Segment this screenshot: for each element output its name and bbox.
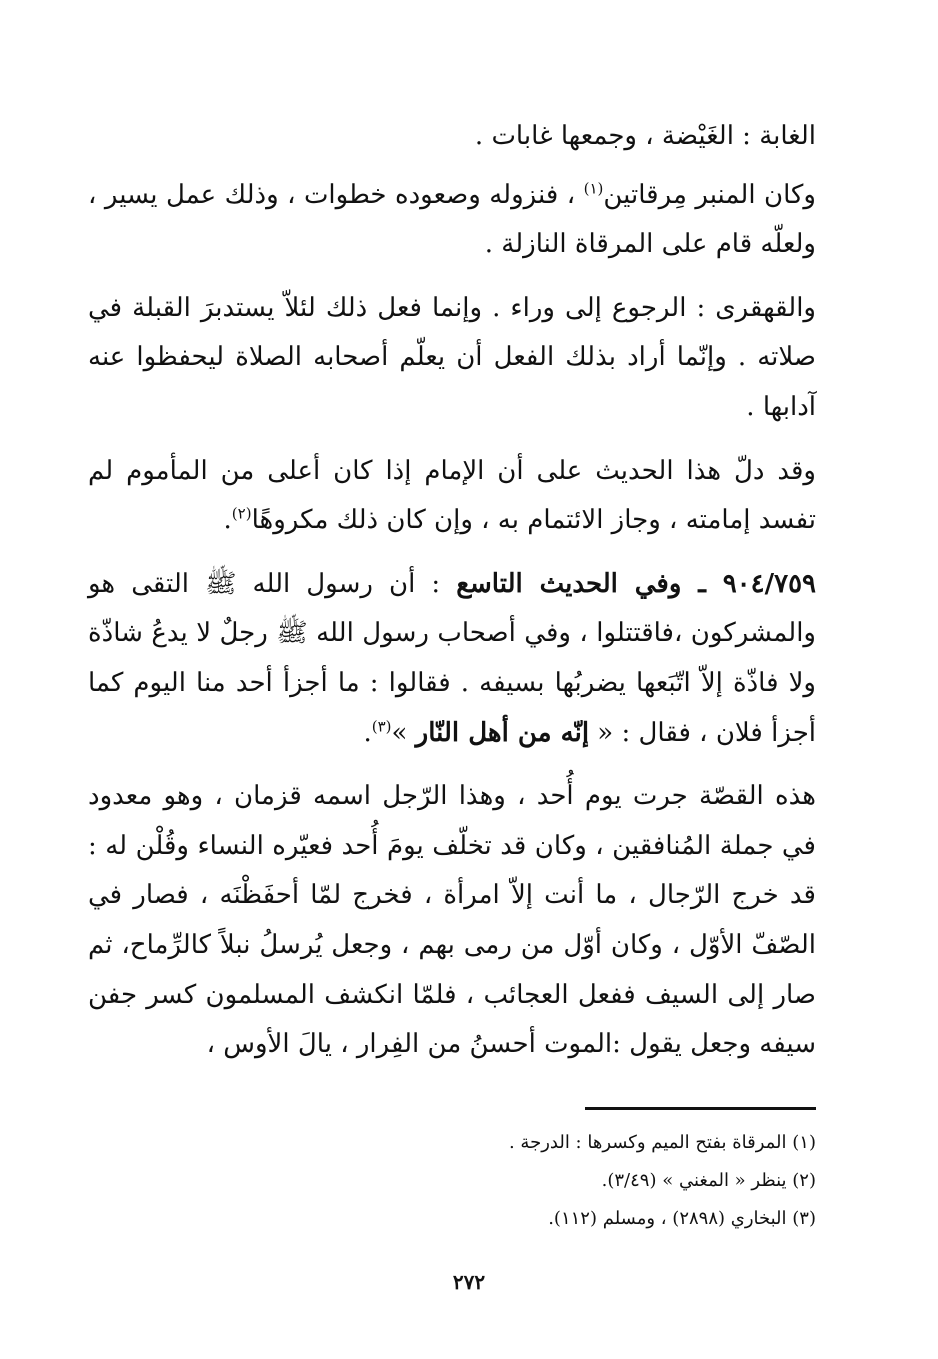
paragraph-imam-ruling xyxy=(88,447,816,546)
paragraph-text: . xyxy=(363,717,372,748)
footnote-marker-1: (١) xyxy=(583,178,604,197)
footnote-marker-3: (٣) xyxy=(371,716,392,735)
hadith-quote: إنّه من أهل النّار xyxy=(415,717,590,748)
footnotes xyxy=(300,1124,816,1238)
page-number: ٢٧٢ xyxy=(452,1270,486,1294)
paragraph-text: : أن رسول الله ﷺ التقى هو والمشركون ،فاقتتلوا ، وفي أصحاب رسول الله ﷺ رجلٌ لا يدعُ شاذّة ولا فاذّة إلاّ اتّبَعها يضربُها بسيفه . فقالوا : ما أجزأ أحد منا اليوم كما أجزأ فلان ، فقال : « xyxy=(88,568,816,748)
footnote-marker-2: (٢) xyxy=(231,504,252,523)
paragraph-text: وكان المنبر مِرقاتين xyxy=(603,179,816,210)
paragraph-ghaba-definition: الغابة : الغَيْضة ، وجمعها غابات . xyxy=(474,121,816,151)
paragraph-text: ، فنزوله وصعوده خطوات ، وذلك عمل يسير ، ولعلّه قام على المرقاة النازلة . xyxy=(88,179,816,260)
paragraph-text: . xyxy=(223,505,232,536)
footnote-separator xyxy=(585,1107,816,1110)
paragraph-quzman-story: هذه القصّة جرت يوم أُحد ، وهذا الرّجل اسمه قزمان ، وهو معدود في جملة المُنافقين ، وكان قد تخلّف يومَ أُحد فعيّره النساء وقُلْن له : قد خرج الرّجال ، ما أنت إلاّ امرأة ، فخرج لمّا أحفَظْنَه ، فصار في الصّفّ الأوّل ، وكان أوّل من رمى بهم ، وجعل يُرسلُ نبلاً كالرِّماح، ثم صار إلى السيف ففعل العجائب ، فلمّا انكشف المسلمون كسر جفن سيفه وجعل يقول :الموت أحسنُ من الفِرار ، يالَ الأوس ، xyxy=(88,781,816,1060)
paragraph-text: وقد دلّ هذا الحديث على أن الإمام إذا كان أعلى من المأموم لم تفسد إمامته ، وجاز الائتمام به ، وإن كان ذلك مكروهًا xyxy=(88,455,816,536)
footnote-1: (١) المرقاة بفتح الميم وكسرها : الدرجة . xyxy=(508,1132,816,1153)
paragraph-minbar xyxy=(88,171,816,270)
paragraph-qahqara: والقهقرى : الرجوع إلى وراء . وإنما فعل ذلك لئلاّ يستدبرَ القبلة في صلاته . وإنّما أراد بذلك الفعل أن يعلّم أصحابه الصلاة ليحفظوا عنه آدابها . xyxy=(88,292,816,422)
footnote-2: (٢) ينظر « المغني » (٣/٤٩). xyxy=(601,1170,816,1191)
hadith-heading: ٩٠٤/٧٥٩ ـ وفي الحديث التاسع xyxy=(456,568,817,599)
footnote-3: (٣) البخاري (٢٨٩٨) ، ومسلم (١١٢). xyxy=(548,1208,816,1229)
paragraph-hadith-nine xyxy=(88,560,816,758)
paragraph-text: » xyxy=(391,717,416,748)
main-text xyxy=(88,112,816,1084)
